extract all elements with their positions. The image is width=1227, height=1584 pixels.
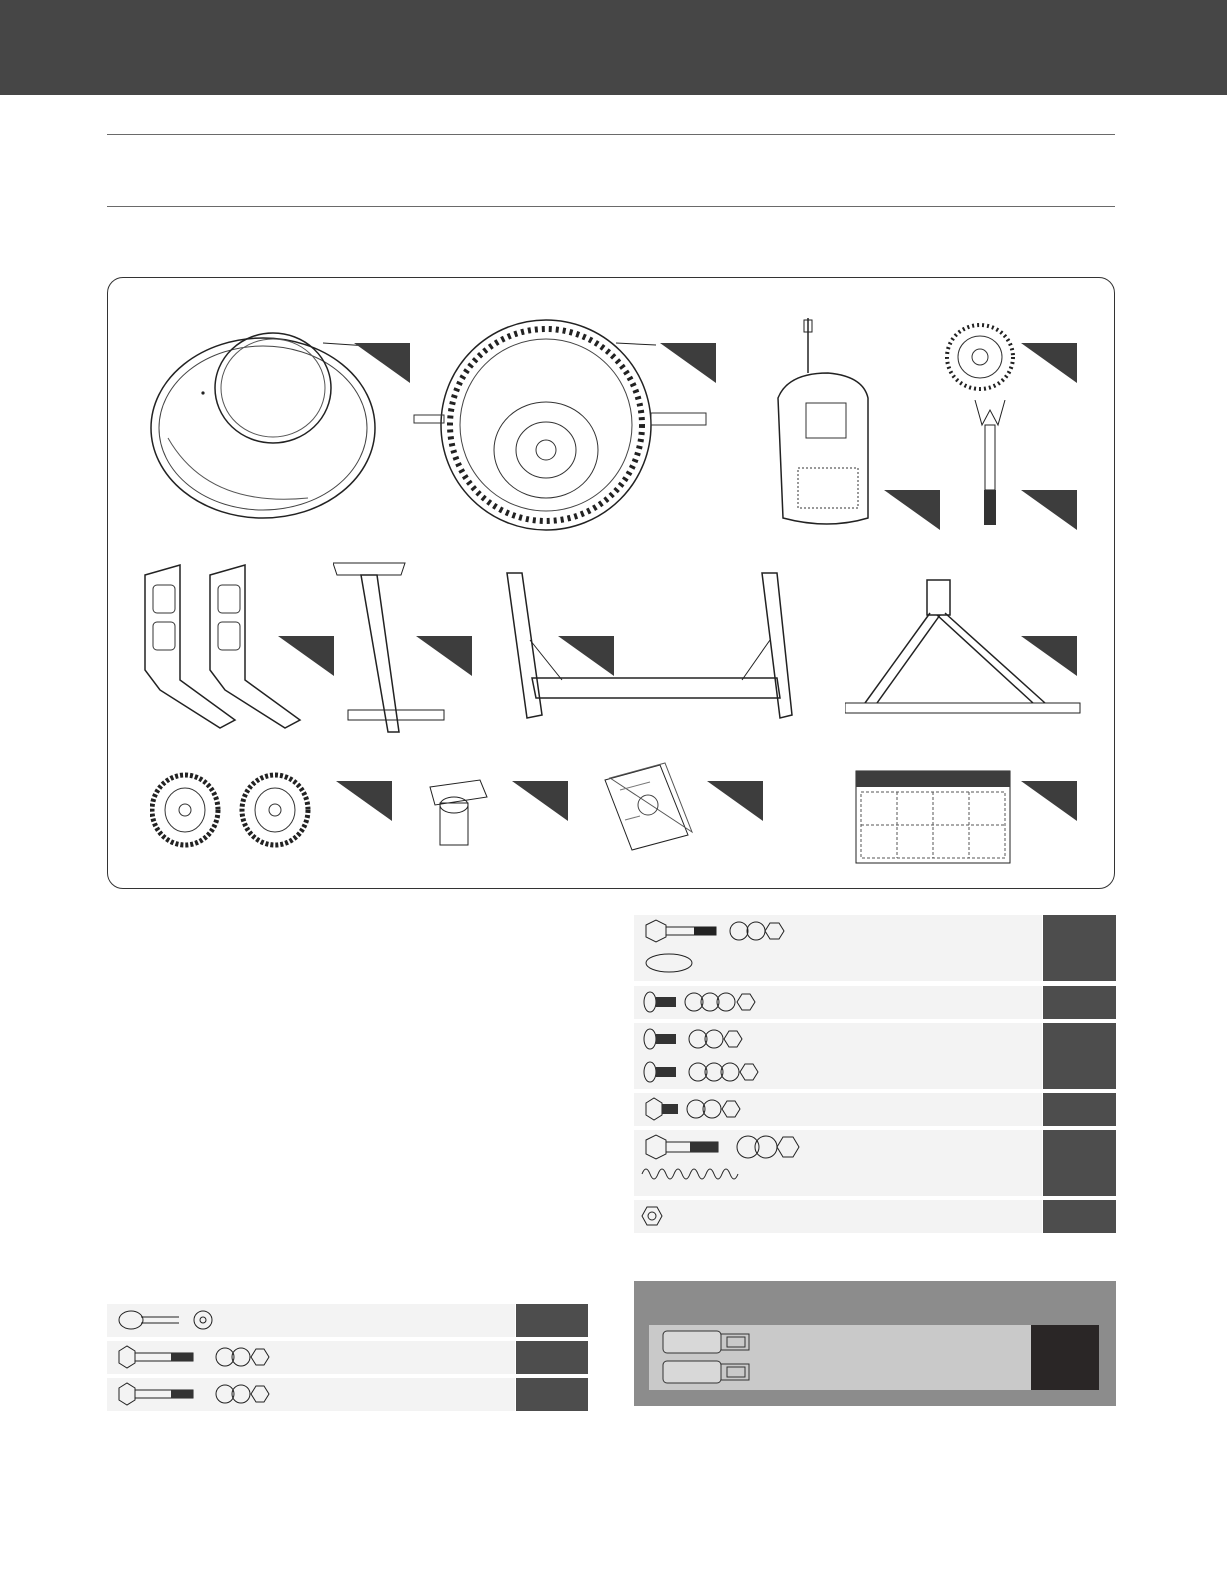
quantity-box xyxy=(1043,1130,1116,1196)
part-callout-tag xyxy=(354,343,410,383)
hardware-row xyxy=(634,1093,1042,1126)
quantity-box xyxy=(516,1341,588,1374)
quantity-box xyxy=(1043,1023,1116,1089)
long-bolt-washers-nut-icon xyxy=(107,1378,307,1411)
quantity-box xyxy=(1043,1093,1116,1126)
quantity-box xyxy=(1043,986,1116,1019)
quantity-box xyxy=(516,1304,588,1337)
quantity-box xyxy=(1043,1200,1116,1233)
hardware-row xyxy=(107,1304,515,1337)
cotter-pin-washer-icon xyxy=(107,1304,227,1337)
hardware-row xyxy=(634,1023,1042,1089)
part-callout-tag xyxy=(707,781,763,821)
tools-quantity-box xyxy=(1031,1325,1099,1390)
part-callout-tag xyxy=(1021,781,1077,821)
tools-row xyxy=(649,1325,1044,1390)
hardware-row xyxy=(107,1341,515,1374)
part-callout-tag xyxy=(1021,636,1077,676)
header-band xyxy=(0,0,1227,95)
hardware-card-icon xyxy=(855,770,1011,865)
screw-washers-nut-icon xyxy=(634,986,814,1019)
part-callout-tag xyxy=(1021,490,1077,530)
bolt-washers-nut-oring-icon xyxy=(634,915,814,981)
tilt-handle-icon xyxy=(970,400,1010,530)
wrench-icon xyxy=(649,1325,759,1390)
title-rule-top xyxy=(107,134,1115,135)
pinion-gear-icon xyxy=(945,322,1020,392)
part-callout-tag xyxy=(884,490,940,530)
part-callout-tag xyxy=(512,781,568,821)
part-callout-tag xyxy=(336,781,392,821)
short-bolt-washers-nut-icon xyxy=(634,1093,814,1126)
hardware-row xyxy=(634,915,1042,981)
quantity-box xyxy=(516,1378,588,1411)
wheels-icon xyxy=(150,770,320,850)
part-callout-tag xyxy=(660,343,716,383)
bolt-spring-washers-nut-icon xyxy=(634,1130,834,1196)
two-screws-washers-nuts-icon xyxy=(634,1023,814,1089)
hardware-row xyxy=(634,1130,1042,1196)
title-rule-bottom xyxy=(107,206,1115,207)
base-frame-icon xyxy=(502,570,807,730)
part-callout-tag xyxy=(278,636,334,676)
hardware-row xyxy=(634,986,1042,1019)
nut-icon xyxy=(634,1200,694,1233)
quantity-box xyxy=(1043,915,1116,981)
hardware-row xyxy=(107,1378,515,1411)
motor-housing-icon xyxy=(768,318,888,533)
long-bolt-washers-nut-icon xyxy=(107,1341,307,1374)
axle-bracket-icon xyxy=(425,775,495,850)
owners-manual-icon xyxy=(600,760,695,855)
part-callout-tag xyxy=(416,636,472,676)
part-callout-tag xyxy=(558,636,614,676)
hardware-row xyxy=(634,1200,1042,1233)
part-callout-tag xyxy=(1021,343,1077,383)
